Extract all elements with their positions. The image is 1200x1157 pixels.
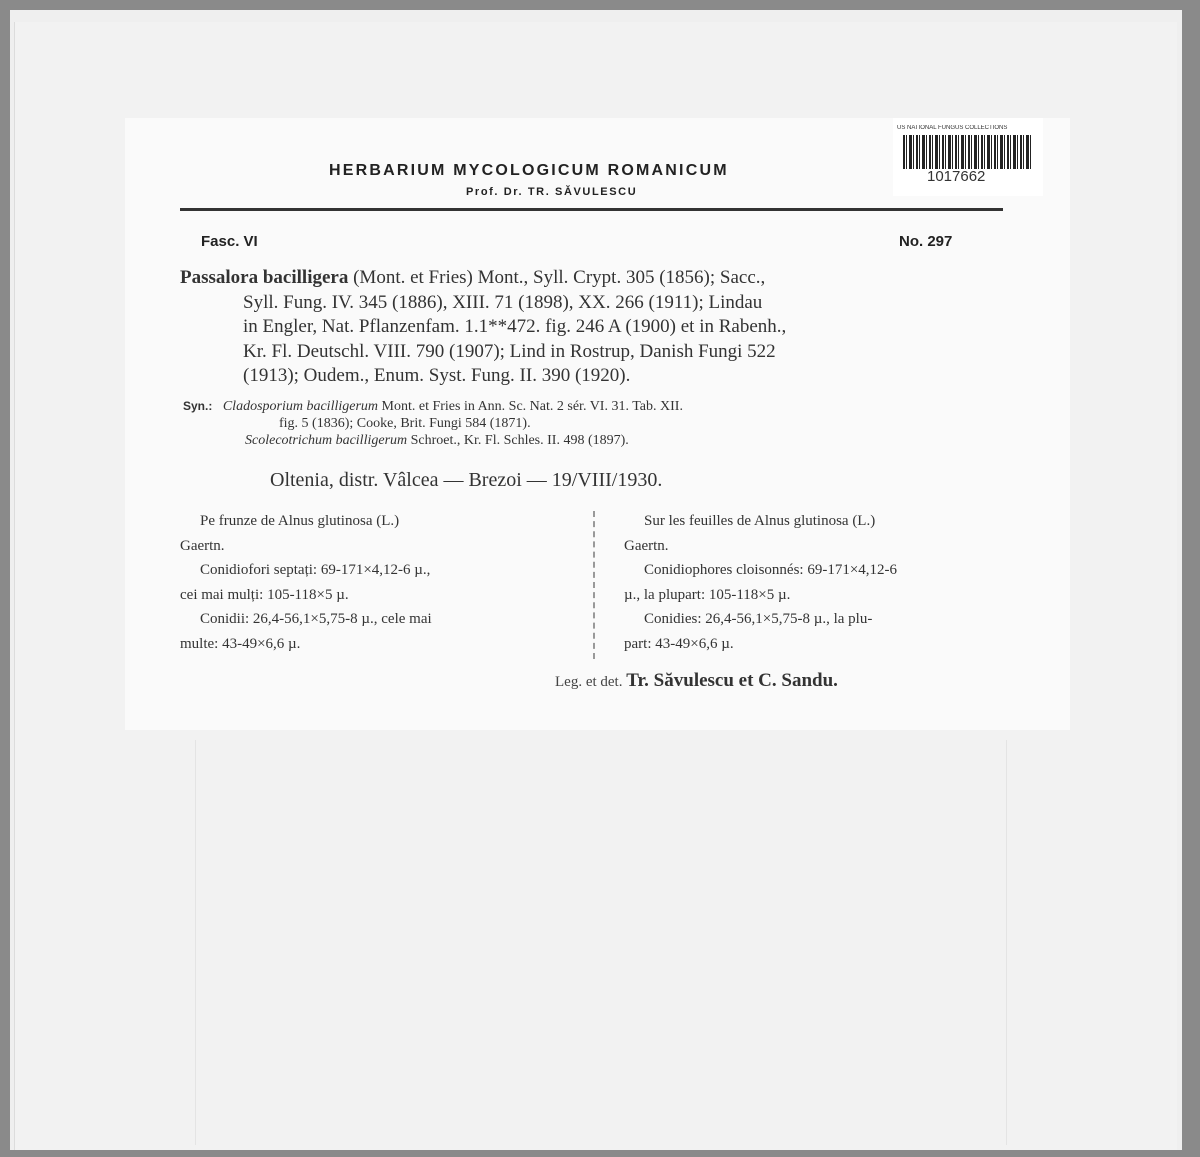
description-line: Conidiophores cloisonnés: 69-171×4,12-6 — [644, 562, 898, 578]
header-rule — [180, 208, 1003, 211]
specimen-number: No. 297 — [899, 233, 953, 250]
citation-line: Syll. Fung. IV. 345 (1886), XIII. 71 (1898), XX. 266 (1911); Lindau — [243, 291, 763, 313]
fascicle-label: Fasc. VI — [201, 233, 258, 250]
barcode-label — [893, 118, 1043, 196]
citation-line: Kr. Fl. Deutschl. VIII. 790 (1907); Lind in Rostrup, Danish Fungi 522 — [243, 340, 776, 362]
synonym-label: Syn.: — [183, 399, 213, 413]
collectors-names: Tr. Săvulescu et C. Sandu. — [626, 670, 838, 691]
column-divider — [593, 511, 595, 659]
collectors-line — [555, 670, 838, 692]
barcode-icon — [903, 135, 1031, 169]
barcode-number: 1017662 — [927, 168, 986, 185]
barcode-caption: US NATIONAL FUNGUS COLLECTIONS — [897, 125, 1008, 131]
citation-line: (1913); Oudem., Enum. Syst. Fung. II. 390 (1920). — [243, 365, 631, 386]
synonym-line: Scolecotrichum bacilligerum Schroet., Kr. Fl. Schles. II. 498 (1897). — [245, 433, 629, 448]
synonym-line: Syn.: Cladosporium bacilligerum Mont. et Fries in Ann. Sc. Nat. 2 sér. VI. 31. Tab. XII. — [183, 399, 683, 414]
collection-locality: Oltenia, distr. Vâlcea — Brezoi — 19/VIII/1930. — [270, 469, 663, 491]
description-line: multe: 43-49×6,6 µ. — [180, 635, 301, 652]
citation-line: Passalora bacilligera (Mont. et Fries) Mont., Syll. Crypt. 305 (1856); Sacc., — [180, 267, 766, 288]
synonyms-block — [183, 398, 1013, 449]
description-line: Sur les feuilles de Alnus glutinosa (L.) — [644, 513, 876, 529]
description-french — [624, 509, 1012, 656]
synonym-line: fig. 5 (1836); Cooke, Brit. Fungi 584 (1871). — [279, 416, 531, 431]
species-name: Passalora bacilligera — [180, 267, 349, 288]
description-line: Gaertn. — [624, 537, 669, 554]
citation-line: in Engler, Nat. Pflanzenfam. 1.1**472. fig. 246 A (1900) et in Rabenh., — [243, 316, 787, 337]
collectors-prefix: Leg. et det. — [555, 674, 623, 690]
description-line: Conidies: 26,4-56,1×5,75-8 µ., la plu- — [644, 611, 873, 627]
description-line: Conidii: 26,4-56,1×5,75-8 µ., cele mai — [200, 611, 432, 627]
description-line: cei mai mulți: 105-118×5 µ. — [180, 586, 349, 603]
description-line: µ., la plupart: 105-118×5 µ. — [624, 586, 791, 603]
description-line: Pe frunze de Alnus glutinosa (L.) — [200, 513, 400, 529]
description-line: Gaertn. — [180, 537, 225, 554]
description-line: part: 43-49×6,6 µ. — [624, 635, 734, 652]
synonym-name: Cladosporium bacilligerum — [222, 399, 379, 414]
description-romanian — [180, 509, 568, 656]
herbarium-title: HERBARIUM MYCOLOGICUM ROMANICUM — [329, 162, 729, 179]
herbarium-subtitle: Prof. Dr. TR. SĂVULESCU — [466, 186, 638, 198]
envelope-fold — [195, 740, 1007, 1145]
taxon-citation — [180, 266, 1010, 389]
synonym-name: Scolecotrichum bacilligerum — [245, 433, 408, 448]
description-line: Conidiofori septați: 69-171×4,12-6 µ., — [200, 562, 431, 578]
